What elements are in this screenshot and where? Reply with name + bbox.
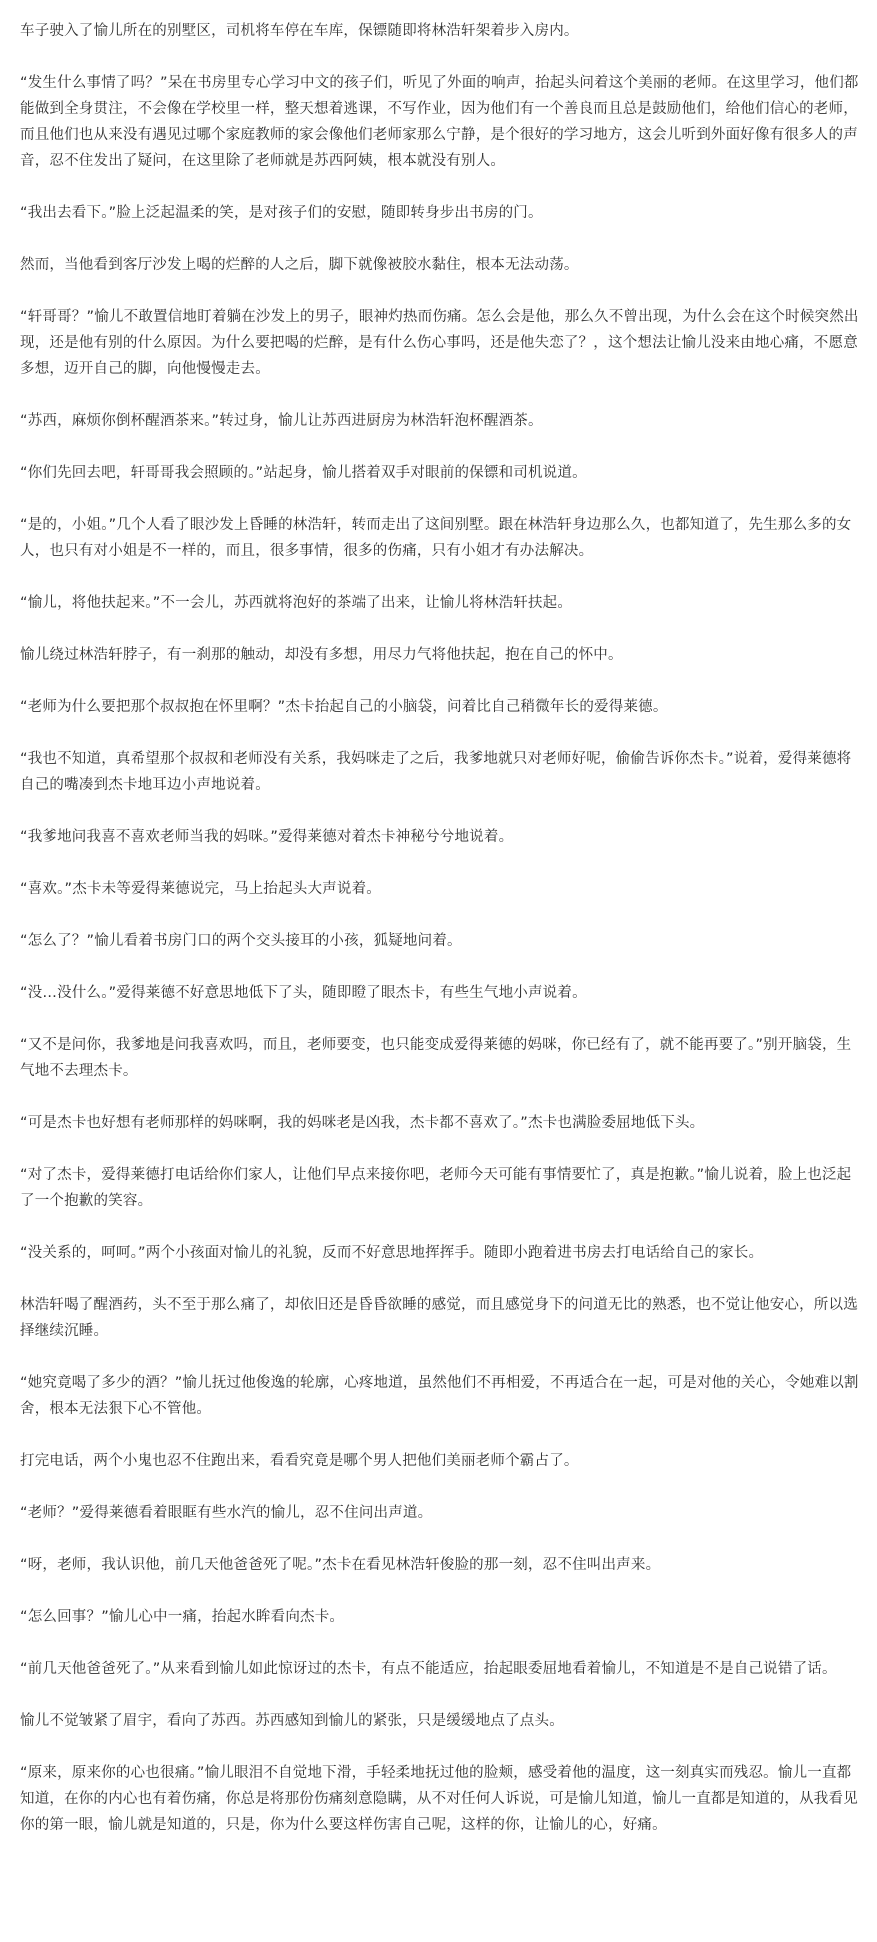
paragraph-23: 打完电话，两个小鬼也忍不住跑出来，看看究竟是哪个男人把他们美丽老师个霸占了。 bbox=[20, 1453, 579, 1469]
paragraph-spacer bbox=[20, 382, 863, 408]
paragraph-27: “前几天他爸爸死了。”从来看到愉儿如此惊讶过的杰卡，有点不能适应，抬起眼委屈地看着愉儿，不知道是不是自己说错了话。 bbox=[20, 1661, 837, 1677]
paragraph-20: “没关系的，呵呵。”两个小孩面对愉儿的礼貌，反而不好意思地挥挥手。随即小跑着进书房去打电话给自己的家长。 bbox=[20, 1245, 764, 1261]
paragraph-9: “愉儿，将他扶起来。”不一会儿，苏西就将泡好的茶端了出来，让愉儿将林浩轩扶起。 bbox=[20, 595, 573, 611]
paragraph-6: “苏西，麻烦你倒杯醒酒茶来。”转过身，愉儿让苏西进厨房为林浩轩泡杯醒酒茶。 bbox=[20, 413, 543, 429]
paragraph-spacer bbox=[20, 1266, 863, 1292]
paragraph-spacer bbox=[20, 1578, 863, 1604]
paragraph-24: “老师？”爱得莱德看着眼眶有些水汽的愉儿，忍不住问出声道。 bbox=[20, 1505, 433, 1521]
paragraph-29: “原来，原来你的心也很痛。”愉儿眼泪不自觉地下滑，手轻柔地抚过他的脸颊，感受着他的温度，这一刻真实而残忍。愉儿一直都知道，在你的内心也有着伤痛，你总是将那份伤痛刻意隐瞒，从不对任何人诉说，可是愉儿知道，愉儿一直都是知道的，从我看见你的第一眼，愉儿就是知道的，只是，你为什么要这样伤害自己呢，这样的你，让愉儿的心，好痛。 bbox=[20, 1765, 858, 1833]
paragraph-spacer bbox=[20, 1474, 863, 1500]
paragraph-spacer bbox=[20, 798, 863, 824]
paragraph-10: 愉儿绕过林浩轩脖子，有一刹那的触动，却没有多想，用尽力气将他扶起，抱在自己的怀中。 bbox=[20, 647, 623, 663]
paragraph-spacer bbox=[20, 278, 863, 304]
paragraph-15: “怎么了？”愉儿看着书房门口的两个交头接耳的小孩，狐疑地问着。 bbox=[20, 933, 462, 949]
paragraph-spacer bbox=[20, 850, 863, 876]
paragraph-spacer bbox=[20, 616, 863, 642]
paragraph-1: 车子驶入了愉儿所在的别墅区，司机将车停在车库，保镖随即将林浩轩架着步入房内。 bbox=[20, 23, 579, 39]
paragraph-4: 然而，当他看到客厅沙发上喝的烂醉的人之后，脚下就像被胶水黏住，根本无法动荡。 bbox=[20, 257, 579, 273]
paragraph-28: 愉儿不觉皱紧了眉宇，看向了苏西。苏西感知到愉儿的紧张，只是缓缓地点了点头。 bbox=[20, 1713, 564, 1729]
paragraph-spacer bbox=[20, 1526, 863, 1552]
paragraph-25: “呀，老师，我认识他，前几天他爸爸死了呢。”杰卡在看见林浩轩俊脸的那一刻，忍不住叫出声来。 bbox=[20, 1557, 661, 1573]
paragraph-spacer bbox=[20, 720, 863, 746]
paragraph-spacer bbox=[20, 1682, 863, 1708]
paragraph-spacer bbox=[20, 668, 863, 694]
paragraph-spacer bbox=[20, 954, 863, 980]
paragraph-spacer bbox=[20, 226, 863, 252]
paragraph-22: “她究竟喝了多少的酒？”愉儿抚过他俊逸的轮廓，心疼地道，虽然他们不再相爱，不再适合在一起，可是对他的关心，令她难以割舍，根本无法狠下心不管他。 bbox=[20, 1375, 859, 1417]
paragraph-spacer bbox=[20, 1734, 863, 1760]
paragraph-14: “喜欢。”杰卡未等爱得莱德说完，马上抬起头大声说着。 bbox=[20, 881, 381, 897]
paragraph-21: 林浩轩喝了醒酒药，头不至于那么痛了，却依旧还是昏昏欲睡的感觉，而且感觉身下的问道无比的熟悉，也不觉让他安心，所以选择继续沉睡。 bbox=[20, 1297, 858, 1339]
paragraph-17: “又不是问你，我爹地是问我喜欢吗，而且，老师要变，也只能变成爱得莱德的妈咪，你已经有了，就不能再要了。”别开脑袋，生气地不去理杰卡。 bbox=[20, 1037, 852, 1079]
paragraph-spacer bbox=[20, 174, 863, 200]
paragraph-spacer bbox=[20, 1006, 863, 1032]
paragraph-13: “我爹地问我喜不喜欢老师当我的妈咪。”爱得莱德对着杰卡神秘兮兮地说着。 bbox=[20, 829, 514, 845]
paragraph-spacer bbox=[20, 1344, 863, 1370]
paragraph-5: “轩哥哥？”愉儿不敢置信地盯着躺在沙发上的男子，眼神灼热而伤痛。怎么会是他，那么久不曾出现，为什么会在这个时候突然出现，还是他有别的什么原因。为什么要把喝的烂醉，是有什么伤心事吗，还是他失恋了？，这个想法让愉儿没来由地心痛，不愿意多想，迈开自己的脚，向他慢慢走去。 bbox=[20, 309, 859, 377]
paragraph-8: “是的，小姐。”几个人看了眼沙发上昏睡的林浩轩，转而走出了这间别墅。跟在林浩轩身边那么久，也都知道了，先生那么多的女人，也只有对小姐是不一样的，而且，很多事情，很多的伤痛，只有小姐才有办法解决。 bbox=[20, 517, 852, 559]
paragraph-spacer bbox=[20, 1630, 863, 1656]
paragraph-spacer bbox=[20, 902, 863, 928]
paragraph-19: “对了杰卡，爱得莱德打电话给你们家人，让他们早点来接你吧，老师今天可能有事情要忙了，真是抱歉。”愉儿说着，脸上也泛起了一个抱歉的笑容。 bbox=[20, 1167, 852, 1209]
paragraph-7: “你们先回去吧，轩哥哥我会照顾的。”站起身，愉儿搭着双手对眼前的保镖和司机说道。 bbox=[20, 465, 587, 481]
paragraph-3: “我出去看下。”脸上泛起温柔的笑，是对孩子们的安慰，随即转身步出书房的门。 bbox=[20, 205, 543, 221]
paragraph-18: “可是杰卡也好想有老师那样的妈咪啊，我的妈咪老是凶我，杰卡都不喜欢了。”杰卡也满脸委屈地低下头。 bbox=[20, 1115, 705, 1131]
paragraph-spacer bbox=[20, 1084, 863, 1110]
paragraph-spacer bbox=[20, 564, 863, 590]
paragraph-spacer bbox=[20, 44, 863, 70]
paragraph-2: “发生什么事情了吗？”呆在书房里专心学习中文的孩子们，听见了外面的响声，抬起头问着这个美丽的老师。在这里学习，他们都能做到全身贯注，不会像在学校里一样，整天想着逃课，不写作业，因为他们有一个善良而且总是鼓励他们，给他们信心的老师，而且他们也从来没有遇见过哪个家庭教师的家会像他们老师家那么宁静，是个很好的学习地方，这会儿听到外面好像有很多人的声音，忍不住发出了疑问，在这里除了老师就是苏西阿姨，根本就没有别人。 bbox=[20, 75, 859, 169]
paragraph-26: “怎么回事？”愉儿心中一痛，抬起水眸看向杰卡。 bbox=[20, 1609, 345, 1625]
paragraph-16: “没…没什么。”爱得莱德不好意思地低下了头，随即瞪了眼杰卡，有些生气地小声说着。 bbox=[20, 985, 587, 1001]
paragraph-11: “老师为什么要把那个叔叔抱在怀里啊？”杰卡抬起自己的小脑袋，问着比自己稍微年长的爱得莱德。 bbox=[20, 699, 668, 715]
paragraph-spacer bbox=[20, 1422, 863, 1448]
paragraph-12: “我也不知道，真希望那个叔叔和老师没有关系，我妈咪走了之后，我爹地就只对老师好呢，偷偷告诉你杰卡。”说着，爱得莱德将自己的嘴凑到杰卡地耳边小声地说着。 bbox=[20, 751, 852, 793]
paragraph-spacer bbox=[20, 1136, 863, 1162]
paragraph-spacer bbox=[20, 434, 863, 460]
paragraph-spacer bbox=[20, 1214, 863, 1240]
paragraph-spacer bbox=[20, 486, 863, 512]
